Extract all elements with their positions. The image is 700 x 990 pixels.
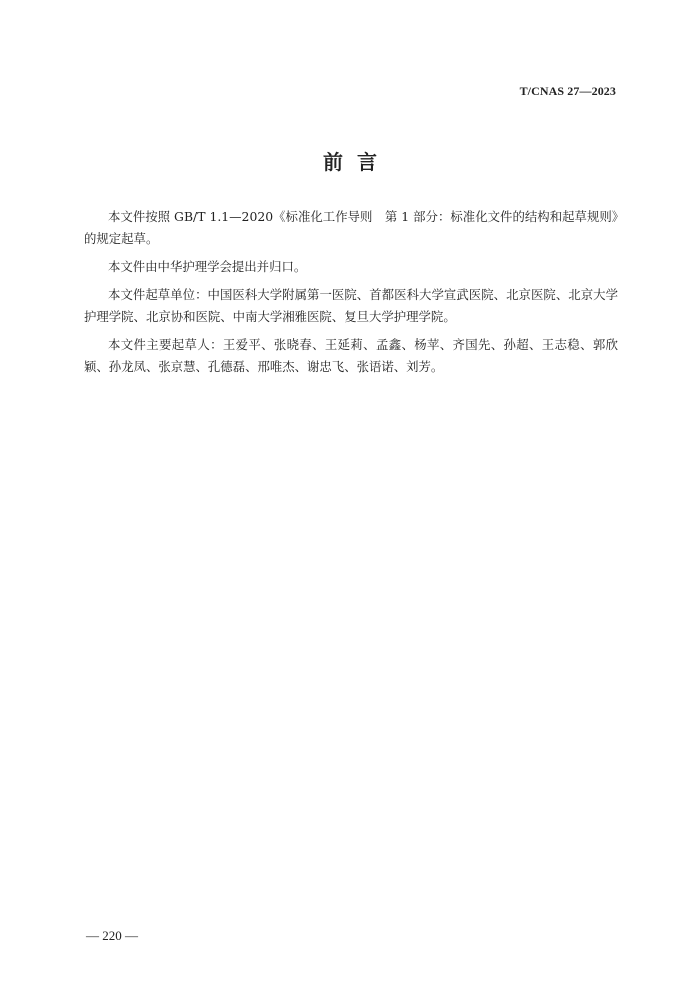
paragraph-proposer: 本文件由中华护理学会提出并归口。 <box>108 259 307 274</box>
document-id: T/CNAS 27—2023 <box>519 84 616 98</box>
page-number: — 220 — <box>86 928 138 943</box>
page-title: 前言 <box>323 150 391 174</box>
paragraph-main-drafters: 本文件主要起草人：王爱平、张晓春、王延莉、孟鑫、杨苹、齐国先、孙超、王志稳、郭欣颖、孙龙凤、张京慧、孔德磊、邢唯杰、谢忠飞、张语诺、刘芳。 <box>84 337 618 374</box>
preface-body <box>84 206 618 384</box>
paragraph-drafting-units: 本文件起草单位：中国医科大学附属第一医院、首都医科大学宣武医院、北京医院、北京大学护理学院、北京协和医院、中南大学湘雅医院、复旦大学护理学院。 <box>84 287 618 324</box>
paragraph-drafting-basis: 本文件按照 GB/T 1.1—2020《标准化工作导则 第 1 部分：标准化文件的结构和起草规则》的规定起草。 <box>84 209 618 246</box>
